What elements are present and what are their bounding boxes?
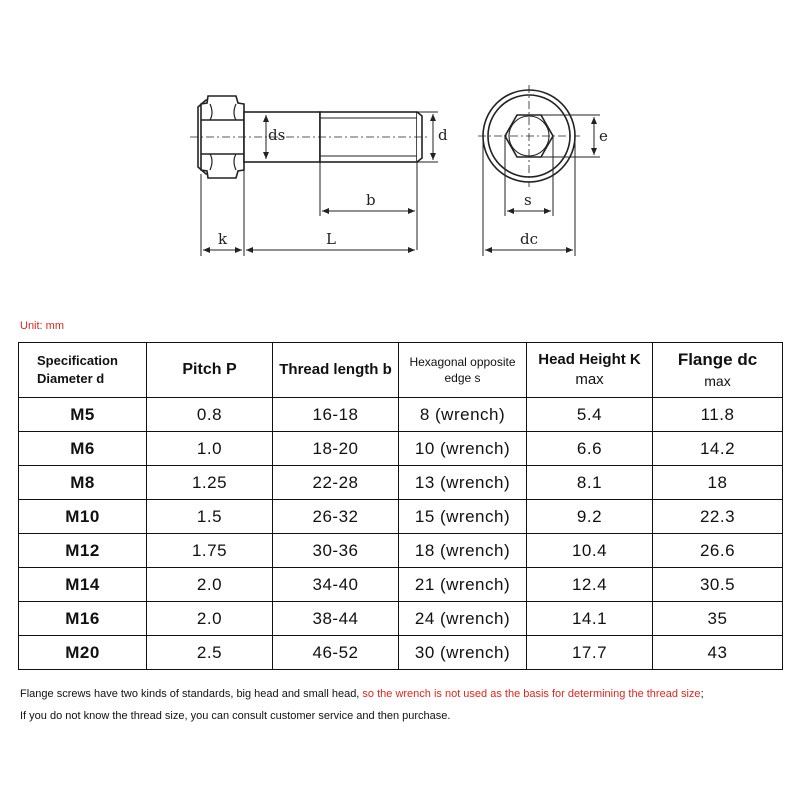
cell-thread-length: 38-44: [273, 602, 399, 636]
cell-flange-dc: 35: [653, 602, 783, 636]
bolt-side-view: [190, 96, 430, 178]
cell-spec: M16: [19, 602, 147, 636]
label-dc: dc: [520, 230, 539, 248]
footnote-warning: so the wrench is not used as the basis for determining the thread size: [362, 688, 701, 700]
label-b: b: [366, 191, 376, 209]
unit-label: Unit: mm: [20, 320, 64, 332]
cell-head-height: 8.1: [527, 466, 653, 500]
label-L: L: [326, 230, 336, 248]
label-e: e: [599, 127, 608, 145]
cell-flange-dc: 18: [653, 466, 783, 500]
cell-hex-edge: 10 (wrench): [399, 432, 527, 466]
cell-head-height: 5.4: [527, 398, 653, 432]
cell-spec: M12: [19, 534, 147, 568]
cell-flange-dc: 26.6: [653, 534, 783, 568]
cell-hex-edge: 13 (wrench): [399, 466, 527, 500]
header-thread-length: Thread length b: [273, 343, 399, 398]
cell-head-height: 6.6: [527, 432, 653, 466]
cell-spec: M14: [19, 568, 147, 602]
cell-thread-length: 46-52: [273, 636, 399, 670]
cell-hex-edge: 24 (wrench): [399, 602, 527, 636]
cell-thread-length: 26-32: [273, 500, 399, 534]
header-pitch: Pitch P: [147, 343, 273, 398]
cell-pitch: 2.0: [147, 602, 273, 636]
cell-hex-edge: 18 (wrench): [399, 534, 527, 568]
cell-thread-length: 22-28: [273, 466, 399, 500]
cell-spec: M8: [19, 466, 147, 500]
header-specification: Specification Diameter d: [19, 343, 147, 398]
table-header-row: [19, 343, 783, 398]
label-ds: ds: [268, 126, 286, 144]
cell-thread-length: 30-36: [273, 534, 399, 568]
flange-bolt-diagram: [0, 0, 800, 300]
cell-head-height: 9.2: [527, 500, 653, 534]
cell-head-height: 10.4: [527, 534, 653, 568]
cell-pitch: 2.5: [147, 636, 273, 670]
label-s: s: [524, 191, 532, 209]
cell-pitch: 2.0: [147, 568, 273, 602]
cell-thread-length: 34-40: [273, 568, 399, 602]
cell-flange-dc: 22.3: [653, 500, 783, 534]
cell-pitch: 1.75: [147, 534, 273, 568]
label-d: d: [438, 126, 448, 144]
cell-hex-edge: 15 (wrench): [399, 500, 527, 534]
cell-head-height: 14.1: [527, 602, 653, 636]
cell-head-height: 17.7: [527, 636, 653, 670]
cell-pitch: 0.8: [147, 398, 273, 432]
table-row: [19, 568, 783, 602]
cell-spec: M10: [19, 500, 147, 534]
cell-hex-edge: 8 (wrench): [399, 398, 527, 432]
label-k: k: [218, 230, 228, 248]
header-hex-opposite-edge: Hexagonal opposite edge s: [399, 343, 527, 398]
cell-hex-edge: 21 (wrench): [399, 568, 527, 602]
cell-hex-edge: 30 (wrench): [399, 636, 527, 670]
footnote: [20, 683, 790, 727]
cell-flange-dc: 14.2: [653, 432, 783, 466]
cell-thread-length: 18-20: [273, 432, 399, 466]
cell-spec: M6: [19, 432, 147, 466]
cell-spec: M5: [19, 398, 147, 432]
footnote-line-1: Flange screws have two kinds of standards, big head and small head, so the wrench is not used as the basis for determining the thread size;: [20, 688, 704, 700]
table-row: [19, 602, 783, 636]
cell-pitch: 1.25: [147, 466, 273, 500]
header-flange-dc: Flange dc max: [653, 343, 783, 398]
cell-flange-dc: 11.8: [653, 398, 783, 432]
cell-thread-length: 16-18: [273, 398, 399, 432]
cell-spec: M20: [19, 636, 147, 670]
footnote-line-2: If you do not know the thread size, you can consult customer service and then purchase.: [20, 710, 451, 722]
cell-head-height: 12.4: [527, 568, 653, 602]
table-row: [19, 432, 783, 466]
table-row: [19, 500, 783, 534]
table-row: [19, 534, 783, 568]
table-row: [19, 398, 783, 432]
spec-table: [18, 342, 783, 670]
table-row: [19, 466, 783, 500]
header-head-height: Head Height K max: [527, 343, 653, 398]
cell-pitch: 1.5: [147, 500, 273, 534]
cell-pitch: 1.0: [147, 432, 273, 466]
bolt-end-view: [478, 85, 580, 187]
table-row: [19, 636, 783, 670]
cell-flange-dc: 43: [653, 636, 783, 670]
cell-flange-dc: 30.5: [653, 568, 783, 602]
